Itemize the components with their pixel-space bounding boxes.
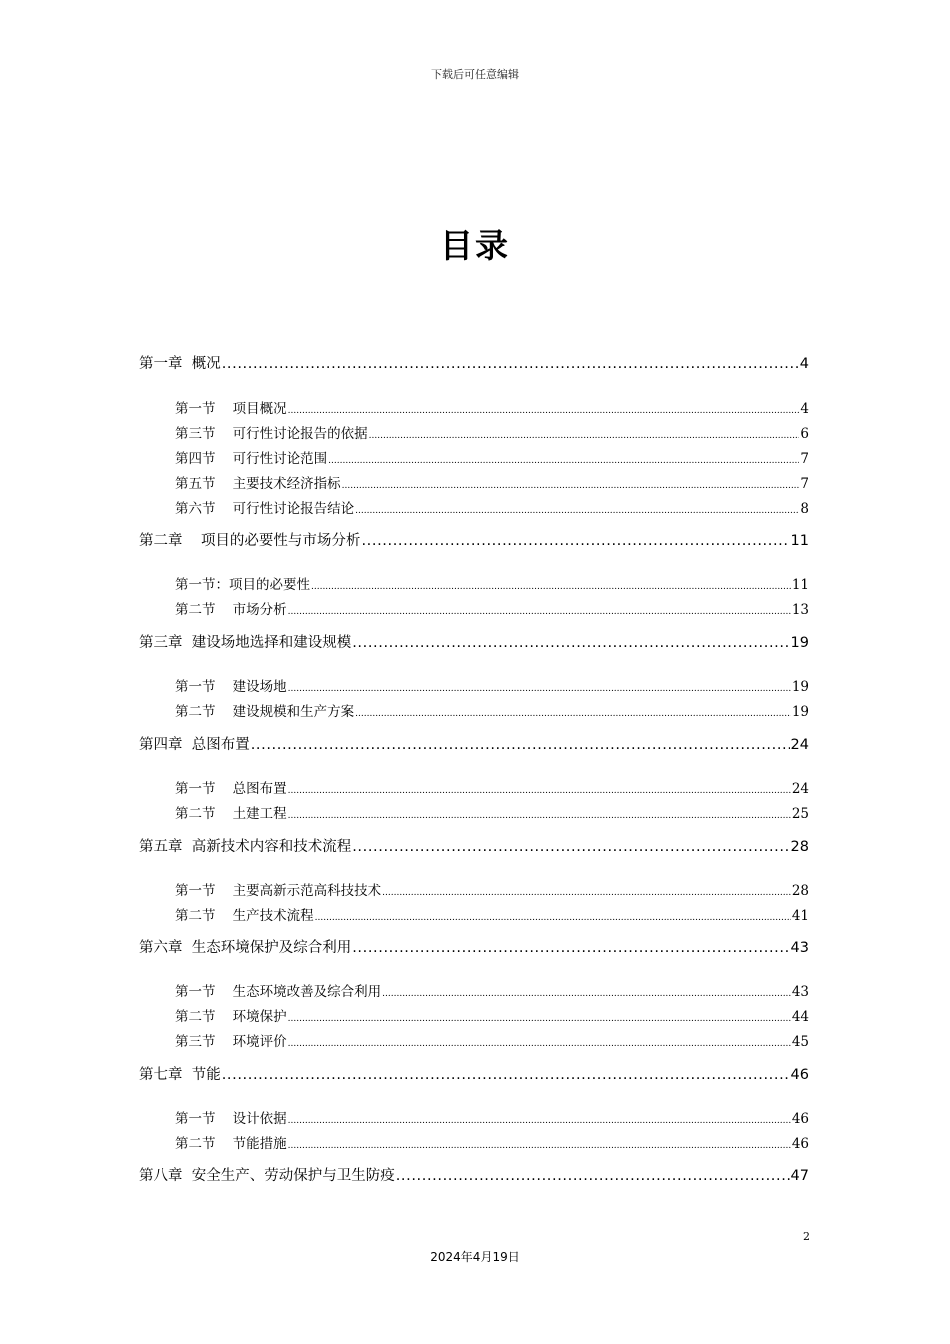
toc-entry-label [175, 573, 310, 593]
toc-entry-label [175, 472, 341, 492]
toc-entry-title: 建设场地 [232, 679, 287, 695]
toc-dot-leader [311, 582, 791, 592]
toc-dot-leader [369, 431, 800, 441]
toc-entry-separator [216, 679, 233, 695]
toc-entry-number: 第五章 [139, 839, 183, 855]
toc-dot-leader [288, 1014, 791, 1024]
toc-entry-number: 第五节 [175, 476, 216, 492]
toc-entry-label [139, 835, 351, 856]
toc-entry-title: 可行性讨论报告结论 [232, 501, 355, 517]
toc-entry-page: 45 [791, 1034, 809, 1050]
toc-entry-label [175, 1030, 287, 1050]
toc-dot-leader [361, 533, 789, 549]
toc-entry-separator [216, 476, 233, 492]
footer-date: 2024年4月19日 [430, 1250, 520, 1264]
toc-entry-title: 环境保护 [232, 1009, 287, 1025]
toc-entry-page: 8 [800, 501, 809, 517]
toc-entry-page: 11 [790, 533, 809, 549]
toc-entry-label [139, 352, 221, 373]
toc-entry-page: 46 [791, 1111, 809, 1127]
toc-dot-leader [382, 989, 791, 999]
toc-entry-number: 第七章 [139, 1067, 183, 1083]
toc-entry-label [175, 980, 381, 1000]
toc-dot-leader [222, 1067, 790, 1083]
toc-entry-number: 第六章 [139, 940, 183, 956]
toc-entry-title: 主要高新示范高科技技术 [232, 883, 382, 899]
toc-section-entry[interactable] [175, 1132, 809, 1152]
toc-entry-title: 项目的必要性与市场分析 [200, 533, 361, 549]
toc-dot-leader [382, 888, 791, 898]
toc-entry-label [175, 497, 354, 517]
toc-entry-page: 7 [800, 451, 809, 467]
toc-entry-page: 24 [790, 737, 809, 753]
toc-entry-number: 第二节 [175, 602, 216, 618]
toc-entry-title: 环境评价 [232, 1034, 287, 1050]
toc-entry-page: 25 [791, 806, 809, 822]
toc-entry-title: 总图布置 [232, 781, 287, 797]
toc-entry-label [175, 598, 287, 618]
toc-entry-separator [216, 1111, 233, 1127]
toc-section-entry[interactable] [175, 980, 809, 1000]
toc-entry-number: 第一节 [175, 984, 216, 1000]
toc-entry-label [139, 936, 351, 957]
toc-entry-number: 第一节 [175, 781, 216, 797]
toc-entry-label [139, 631, 351, 652]
toc-entry-separator [183, 1168, 192, 1184]
toc-dot-leader [288, 1141, 791, 1151]
toc-dot-leader [342, 481, 800, 491]
toc-entry-label [175, 1132, 287, 1152]
toc-entry-title: 节能措施 [232, 1136, 287, 1152]
toc-entry-page: 13 [791, 602, 809, 618]
toc-entry-separator [183, 737, 192, 753]
toc-entry-page: 4 [800, 401, 809, 417]
toc-dot-leader [288, 607, 791, 617]
toc-entry-title: 设计依据 [232, 1111, 287, 1127]
toc-entry-number: 第二章 [139, 533, 183, 549]
toc-entry-page: 41 [791, 908, 809, 924]
toc-entry-page: 44 [791, 1009, 809, 1025]
toc-dot-leader [251, 737, 790, 753]
toc-entry-page: 43 [791, 984, 809, 1000]
toc-entry-number: 第三章 [139, 635, 183, 651]
toc-dot-leader [288, 811, 791, 821]
toc-dot-leader [315, 913, 791, 923]
toc-dot-leader [288, 406, 800, 416]
toc-entry-label [175, 675, 287, 695]
toc-entry-page: 47 [790, 1168, 809, 1184]
toc-entry-separator [216, 501, 233, 517]
toc-entry-number: 第八章 [139, 1168, 183, 1184]
toc-dot-leader [288, 1116, 791, 1126]
toc-entry-title: 市场分析 [232, 602, 287, 618]
toc-entry-title: 生态环境保护及综合利用 [191, 940, 352, 956]
toc-dot-leader [288, 684, 791, 694]
toc-entry-title: 生态环境改善及综合利用 [232, 984, 382, 1000]
toc-entry-title: 项目的必要性 [229, 577, 310, 593]
toc-section-entry[interactable] [175, 1005, 809, 1025]
toc-entry-label [175, 1005, 287, 1025]
toc-dot-leader [288, 1039, 791, 1049]
toc-entry-separator [183, 1067, 192, 1083]
toc-section-entry[interactable] [175, 397, 809, 417]
toc-chapter-entry[interactable] [139, 631, 809, 652]
toc-section-entry[interactable] [175, 573, 809, 593]
toc-entry-separator [216, 781, 233, 797]
toc-entry-number: 第二节 [175, 1009, 216, 1025]
toc-section-entry[interactable] [175, 1030, 809, 1050]
toc-entry-page: 4 [799, 356, 809, 372]
toc-section-entry[interactable] [175, 447, 809, 467]
toc-entry-separator [183, 940, 192, 956]
toc-entry-label [139, 733, 250, 754]
toc-entry-separator [216, 602, 233, 618]
toc-entry-number: 第二节 [175, 704, 216, 720]
toc-entry-title: 可行性讨论报告的依据 [232, 426, 368, 442]
toc-entry-number: 第二节 [175, 806, 216, 822]
toc-entry-separator [183, 839, 192, 855]
header-note: 下载后可任意编辑 [431, 68, 519, 81]
toc-chapter-entry[interactable] [139, 1164, 809, 1185]
toc-section-entry[interactable] [175, 472, 809, 492]
toc-section-entry[interactable] [175, 1107, 809, 1127]
toc-entry-title: 高新技术内容和技术流程 [191, 839, 352, 855]
toc-section-entry[interactable] [175, 422, 809, 442]
toc-entry-title: 生产技术流程 [232, 908, 314, 924]
toc-entry-number: 第一节 [175, 401, 216, 417]
toc-entry-title: 安全生产、劳动保护与卫生防疫 [191, 1168, 395, 1184]
toc-entry-label [175, 700, 354, 720]
toc-entry-number: 第三节 [175, 1034, 216, 1050]
toc-entry-label [175, 447, 327, 467]
toc-chapter-entry[interactable] [139, 835, 809, 856]
toc-entry-separator [183, 533, 201, 549]
toc-dot-leader [328, 456, 799, 466]
toc-entry-page: 24 [791, 781, 809, 797]
toc-entry-separator [216, 704, 233, 720]
toc-chapter-entry[interactable] [139, 936, 809, 957]
toc-entry-label [175, 879, 381, 899]
toc-entry-page: 28 [791, 883, 809, 899]
toc-entry-label [175, 904, 314, 924]
toc-entry-separator [216, 1136, 233, 1152]
toc-chapter-entry[interactable] [139, 352, 809, 373]
toc-entry-separator [183, 635, 192, 651]
page-title: 目录 [440, 226, 510, 265]
toc-entry-title: 项目概况 [232, 401, 287, 417]
toc-entry-label [175, 802, 287, 822]
toc-entry-page: 46 [790, 1067, 809, 1083]
toc-entry-page: 43 [790, 940, 809, 956]
toc-entry-page: 11 [791, 577, 809, 593]
toc-entry-page: 19 [791, 679, 809, 695]
toc-section-entry[interactable] [175, 802, 809, 822]
toc-entry-separator [216, 1034, 233, 1050]
page-number: 2 [803, 1230, 810, 1243]
toc-dot-leader [352, 635, 789, 651]
toc-dot-leader [396, 1168, 790, 1184]
toc-entry-number: 第二节 [175, 1136, 216, 1152]
toc-entry-number: 第一节 [175, 883, 216, 899]
toc-entry-label [139, 529, 360, 550]
toc-section-entry[interactable] [175, 879, 809, 899]
toc-entry-title: 总图布置 [191, 737, 250, 753]
toc-entry-number: 第一节： [175, 577, 229, 593]
toc-entry-separator [183, 356, 192, 372]
toc-entry-separator [216, 984, 233, 1000]
toc-entry-title: 土建工程 [232, 806, 287, 822]
toc-entry-page: 28 [790, 839, 809, 855]
toc-dot-leader [355, 506, 799, 516]
toc-section-entry[interactable] [175, 497, 809, 517]
toc-entry-separator [216, 883, 233, 899]
toc-entry-number: 第四节 [175, 451, 216, 467]
toc-entry-label [139, 1063, 221, 1084]
toc-entry-label [175, 1107, 287, 1127]
toc-dot-leader [352, 940, 789, 956]
toc-section-entry[interactable] [175, 904, 809, 924]
toc-entry-separator [216, 1009, 233, 1025]
toc-entry-separator [216, 401, 233, 417]
toc-section-entry[interactable] [175, 700, 809, 720]
toc-section-entry[interactable] [175, 777, 809, 797]
toc-entry-label [175, 422, 368, 442]
toc-entry-separator [216, 908, 233, 924]
toc-entry-title: 建设规模和生产方案 [232, 704, 355, 720]
toc-entry-label [139, 1164, 395, 1185]
toc-entry-page: 46 [791, 1136, 809, 1152]
toc-entry-title: 节能 [191, 1067, 221, 1083]
toc-entry-title: 概况 [191, 356, 221, 372]
toc-entry-label [175, 397, 287, 417]
toc-entry-title: 主要技术经济指标 [232, 476, 341, 492]
toc-entry-separator [216, 451, 233, 467]
toc-entry-number: 第四章 [139, 737, 183, 753]
toc-dot-leader [222, 356, 799, 372]
toc-entry-number: 第二节 [175, 908, 216, 924]
toc-chapter-entry[interactable] [139, 733, 809, 754]
toc-dot-leader [352, 839, 789, 855]
toc-entry-title: 可行性讨论范围 [232, 451, 328, 467]
toc-entry-label [175, 777, 287, 797]
toc-section-entry[interactable] [175, 675, 809, 695]
toc-entry-page: 19 [791, 704, 809, 720]
toc-entry-title: 建设场地选择和建设规模 [191, 635, 352, 651]
toc-entry-separator [216, 426, 233, 442]
toc-entry-page: 7 [800, 476, 809, 492]
toc-entry-number: 第一节 [175, 679, 216, 695]
toc-dot-leader [355, 709, 791, 719]
toc-entry-separator [216, 806, 233, 822]
toc-entry-number: 第一节 [175, 1111, 216, 1127]
toc-chapter-entry[interactable] [139, 1063, 809, 1084]
toc-section-entry[interactable] [175, 598, 809, 618]
toc-entry-number: 第一章 [139, 356, 183, 372]
toc-entry-number: 第三节 [175, 426, 216, 442]
toc-dot-leader [288, 786, 791, 796]
toc-entry-page: 6 [800, 426, 809, 442]
toc-entry-number: 第六节 [175, 501, 216, 517]
toc-chapter-entry[interactable] [139, 529, 809, 550]
toc-entry-page: 19 [790, 635, 809, 651]
